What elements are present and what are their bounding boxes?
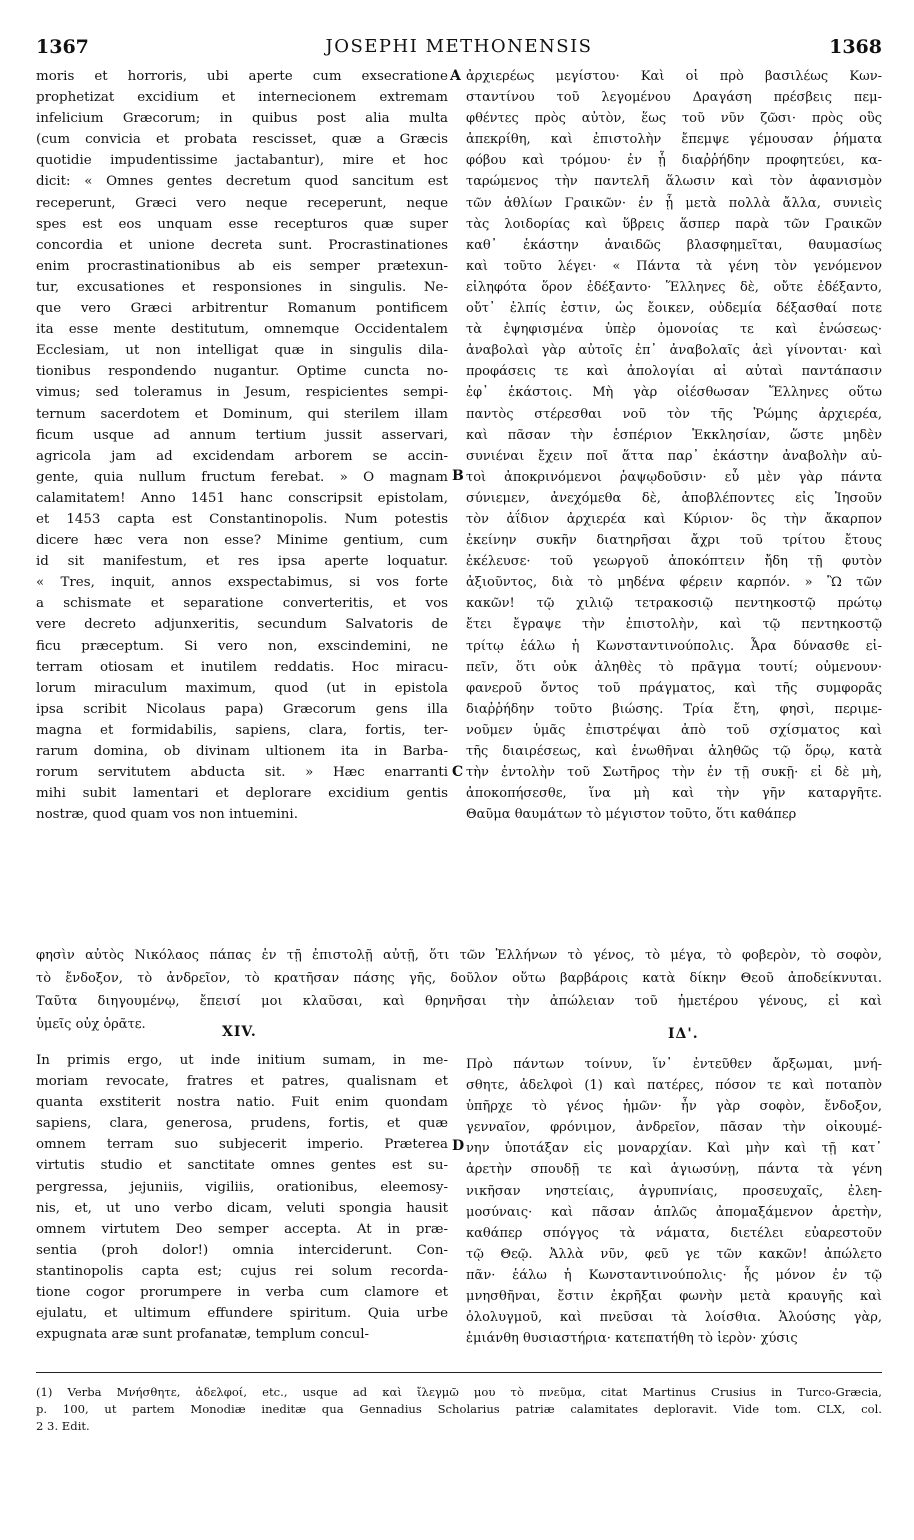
text-line: id sit manifestum, et res ipsa aperte loquatur. [36,554,448,570]
text-line: nis, et, ut uno verbo dicam, veluti spongia hausit [36,1200,448,1216]
text-line: sapiens, clara, generosa, prudens, fortis, et quæ [36,1116,448,1132]
text-line: διαῤῥήδην τοῦτο βιώσης. Τρία ἔτη, φησὶ, περιμε- [466,701,882,717]
text-line: enim procrastinationibus ab eis semper prætexun- [36,258,448,274]
text-line: 2 3. Edit. [36,1419,90,1433]
text-line: ἐκείνην συκῆν διατηρῆσαι ἄχρι τοῦ τρίτου ἔτους [466,533,882,549]
greek-column-top [466,66,882,825]
text-line: moriam revocate, fratres et patres, qualisnam et [36,1074,448,1090]
text-line: concordia et unione decreta sunt. Procrastinationes [36,237,448,253]
text-line: sentia (proh dolor!) omnia interciderunt. Con- [36,1242,448,1258]
text-line: ὑμεῖς οὐχ ὁρᾶτε. [36,1017,146,1032]
text-line: ἀξιοῦντος, διὰ τὸ μηδένα φέρειν καρπόν. » Ὢ τῶν [466,575,882,591]
text-line: rarum domina, ob divinam ultionem ita in Barba- [36,744,448,759]
text-line: calamitatem! Anno 1451 hanc conscripsit epistolam, [36,490,448,506]
text-line: ἀρχιερέως μεγίστου· Καὶ οἱ πρὸ βασιλέως Κων- [466,69,882,84]
text-line: Θαῦμα θαυμάτων τὸ μέγιστον τοῦτο, ὅτι καθάπερ [466,807,797,823]
margin-marker-a: A [450,68,461,84]
text-line: ὀλολυγμοῦ, καὶ πνεῦσαι τὰ λοίσθια. Ἁλούσης γὰρ, [466,1310,882,1326]
text-line: ternum sacerdotem et Dominum, qui sterilem illam [36,406,448,422]
latin-column-bottom [36,1050,448,1345]
text-line: prophetizat excidium et internecionem extremam [36,90,448,106]
page-number-left: 1367 [36,36,89,58]
text-line: παντὸς στέρεσθαι νοῦ τὸν τῆς Ῥώμης ἀρχιερέα, [466,406,882,422]
text-line: quotidie impudentissime jactabantur), mire et hoc [36,153,448,169]
text-line: ἐφ᾽ ἑκάστοις. Μὴ γὰρ οἰέσθωσαν Ἕλληνες οὕτω [466,385,882,401]
text-line: que vero Græci arbitrentur Romanum pontificem [36,301,448,317]
text-line: καὶ πᾶσαν τὴν ἑσπέριον Ἐκκλησίαν, ὥστε μηδὲν [466,427,882,443]
text-line: τρίτῳ ἑάλω ἡ Κωνσταντινούπολις. Ἆρα δύνασθε εἰ- [466,638,882,654]
text-line: ταρώμενος τὴν παντελῆ ἅλωσιν καὶ τὸν ἀφανισμὸν [466,174,882,190]
text-line: ἐκέλευσε· τοῦ γεωργοῦ ἀποκόπτειν ἤδη τῇ φυτὸν [466,554,882,570]
text-line: τὰς λοιδορίας καὶ ὕβρεις ἅσπερ παρὰ τῶν Γραικῶν [466,216,882,232]
text-line: rorum servitutem abducta sit. » Hæc enarranti [36,765,448,781]
text-line: φθέντες πρὸς αὐτὸν, ἕως τοῦ νῦν ζῶσι· πρὸς οὓς [466,111,882,127]
text-line: ita esse mente destitutum, omnemque Occidentalem [36,322,448,338]
section-heading-greek: ΙΔ'. [668,1026,699,1042]
text-line: σύνιεμεν, ἀνεχόμεθα δὲ, ἀποβλέποντες εἰς Ἰησοῦν [466,490,882,506]
text-line: stantinopolis capta est; cujus rei solum recorda- [36,1263,448,1279]
text-line: ἀρετὴν σπουδῇ τε καὶ ἁγιωσύνῃ, πάντα τὰ γένη [466,1162,882,1178]
text-line: gente, quia nullum fructum ferebat. » O magnam [36,469,448,485]
text-line: receperunt, Græci vero neque receperunt, neque [36,195,448,211]
text-line: τῷ Θεῷ. Ἀλλὰ νῦν, φεῦ γε τῶν κακῶν! ἀπώλετο [466,1246,882,1262]
text-line: vere decreto adjunxeritis, secundum Salvatoris de [36,617,448,633]
text-line: τὸ ἔνδοξον, τὸ ἀνδρεῖον, τὸ κρατῆσαν πάσης γῆς, δοῦλον οὕτω βαρβάροις κατὰ δίκην Θεοῦ ἀποδείκνυται. [36,971,882,986]
text-line: ἐμιάνθη θυσιαστήρια· κατεπατήθη τὸ ἱερὸν· χύσις [466,1331,798,1347]
text-line: οὔτ᾽ ἐλπίς ἐστιν, ὡς ἔοικεν, οὐδεμία δέξασθαί ποτε [466,301,882,317]
text-line: Ταῦτα διηγουμένῳ, ἔπεισί μοι κλαῦσαι, καὶ θρηνῆσαι τὴν ἀπώλειαν τοῦ ἡμετέρου γένους, εἰ καὶ [36,994,882,1009]
text-line: expugnata aræ sunt profanatæ, templum concul- [36,1327,370,1343]
running-title: JOSEPHI METHONENSIS [325,36,593,57]
text-line: τὰ ἐψηφισμένα ὑπὲρ ὁμονοίας τε καὶ ἑνώσεως· [466,322,882,338]
text-line: τῆς διαιρέσεως, καὶ ἑνωθῆναι ἀληθῶς τῷ ὅρῳ, κατὰ [466,744,882,759]
text-line: νικῆσαν νηστείαις, ἀγρυπνίαις, προσευχαῖς, ἐλεη- [466,1183,882,1199]
footnote-rule [36,1372,882,1373]
text-line: πᾶν· ἑάλω ἡ Κωνσταντινούπολις· ἧς μόνον ἐν τῷ [466,1267,882,1283]
text-line: nostræ, quod quam vos non intuemini. [36,807,298,823]
text-line: pergressa, jejuniis, vigiliis, orationibus, eleemosy- [36,1179,448,1195]
text-line: μνησθῆναι, ἔστιν ἐκρῆξαι φωνὴν μετὰ κραυγῆς καὶ [466,1289,882,1305]
text-line: tionibus respondendo nugantur. Optime cuncta no- [36,364,448,380]
text-line: magna et formidabilis, sapiens, clara, fortis, ter- [36,722,448,738]
text-line: spes est eos unquam esse recepturos quæ super [36,216,448,232]
text-line: ficum usque ad annum tertium jussit asservari, [36,427,448,443]
text-line: a schismate et separatione converteritis, et vos [36,596,448,612]
text-line: νοῦμεν ὑμᾶς ἐπιστρέψαι ἀπὸ τοῦ σχίσματος καὶ [466,722,882,738]
text-line: κακῶν! τῷ χιλιῷ τετρακοσιῷ πεντηκοστῷ πρώτῳ [466,596,882,612]
text-line: καὶ τοῦτο λέγει· « Πάντα τὰ γένη τὸν γενόμενον [466,258,882,274]
text-line: et 1453 capta est Constantinopolis. Num potestis [36,511,448,527]
text-line: ἀπεκρίθη, καὶ ἐπιστολὴν ἔπεμψε γέμουσαν ῥήματα [466,132,882,148]
text-line: ἀναβολαὶ γὰρ αὐτοῖς ἐπ᾽ ἀναβολαῖς ἀεὶ γίνονται· καὶ [466,343,882,359]
greek-column-bottom [466,1054,882,1349]
text-line: μοσύναις· καὶ πᾶσαν ἁπλῶς ἀπομαξάμενον ἀρετὴν, [466,1204,882,1220]
text-line: ejulatu, et ultimum effundere spiritum. Quia urbe [36,1306,448,1322]
text-line: tur, excusationes et responsiones in singulis. Ne- [36,279,448,295]
text-line: τὴν ἐντολὴν τοῦ Σωτῆρος τὴν ἐν τῇ συκῇ· εἰ δὲ μὴ, [466,765,882,781]
text-line: γενναῖον, φρόνιμον, ἀνδρεῖον, πᾶσαν τὴν οἰκουμέ- [466,1120,882,1136]
text-line: agricola jam ad excidendam arborem se accin- [36,448,448,464]
text-line: φησὶν αὐτὸς Νικόλαος πάπας ἐν τῇ ἐπιστολῇ αὐτῇ, ὅτι τῶν Ἑλλήνων τὸ γένος, τὸ μέγα, τὸ φοβερὸν, τὸ σοφὸν, [36,948,882,963]
page-header [36,36,882,60]
full-width-passage [36,944,882,1036]
text-line: προφάσεις τε καὶ ἀπολογίαι αἱ αὐταὶ παντάπασιν [466,364,882,380]
text-line: omnem virtutem Deo semper accepta. At in præ- [36,1221,448,1237]
text-line: ὑπῆρχε τὸ γένος ἡμῶν· ἦν γὰρ σοφὸν, ἔνδοξον, [466,1099,882,1115]
text-line: φόβου καὶ τρόμου· ἐν ᾗ διαῤῥήδην προφητεύει, κα- [466,153,882,169]
text-line: τῶν ἀθλίων Γραικῶν· ἐν ᾗ μετὰ πολλὰ ἄλλα, συνιεὶς [466,195,882,211]
text-line: καθάπερ σπόγγος τὰ νάματα, διετέλει εὐαρεστοῦν [466,1225,882,1241]
text-line: σθητε, ἀδελφοὶ (1) καὶ πατέρες, πόσον τε καὶ ποταπὸν [466,1078,882,1094]
text-line: ἔτει ἔγραψε τὴν ἐπιστολὴν, καὶ τῷ πεντηκοστῷ [466,617,882,633]
text-line: πεῖν, ὅτι οὐκ ἀληθὲς τὸ πρᾶγμα τουτί; οὐμενουν· [466,659,882,675]
text-line: ipsa scribit Nicolaus papa) Græcorum gens illa [36,701,448,717]
text-line: καθ᾽ ἑκάστην ἀναιδῶς βλασφημεῖται, θαυμασίως [466,237,882,253]
text-line: ἀποκοπήσεσθε, ἵνα μὴ καὶ τὴν γῆν καταργῆτε. [466,786,882,802]
text-line: p. 100, ut partem Monodiæ ineditæ qua Gennadius Scholarius patriæ calamitates deploravit. Vide tom. CLX, col. [36,1402,882,1416]
text-line: mihi subit lamentari et deplorare excidium gentis [36,786,448,802]
margin-marker-d: D [452,1138,465,1154]
page-number-right: 1368 [829,36,882,58]
text-line: τοὶ ἀποκρινόμενοι ῥαψῳδοῦσιν· εὖ μὲν γὰρ πάντα [466,469,882,485]
text-line: dicere hæc vera non esse? Minime gentium, cum [36,533,448,549]
text-line: In primis ergo, ut inde initium sumam, in me- [36,1053,448,1068]
text-line: lorum miraculum maximum, quod (ut in epistola [36,680,448,696]
text-line: « Tres, inquit, annos exspectabimus, si vos forte [36,575,448,591]
text-line: moris et horroris, ubi aperte cum exsecratione [36,69,448,84]
latin-column-top [36,66,448,825]
text-line: infelicium Græcorum; in quibus post alia multa [36,111,448,127]
section-heading-latin: XIV. [222,1024,257,1040]
text-line: quanta exstiterit nostra natio. Fuit enim quondam [36,1095,448,1111]
text-line: Ecclesiam, ut non intelligat quæ in singulis dila- [36,343,448,359]
margin-marker-c: C [452,764,464,780]
text-line: εἰληφότα ὅρον ἐδέξαντο· Ἕλληνες δὲ, οὔτε ἐδέξαντο, [466,279,882,295]
text-line: dicit: « Omnes gentes decretum quod sancitum est [36,174,448,190]
text-line: ficu præceptum. Si vero non, exscindemini, ne [36,638,448,654]
text-line: νην ὑποτάξαν εἰς μοναρχίαν. Καὶ μὴν καὶ τῇ κατ᾽ [466,1141,882,1157]
text-line: Πρὸ πάντων τοίνυν, ἵν᾽ ἐντεῦθεν ἄρξωμαι, μνή- [466,1057,882,1072]
text-line: φανεροῦ ὄντος τοῦ πράγματος, καὶ τῆς συμφορᾶς [466,680,882,696]
text-line: τὸν ἀΐδιον ἀρχιερέα καὶ Κύριον· ὃς τὴν ἄκαρπον [466,511,882,527]
margin-marker-b: B [452,468,464,484]
text-line: συνιέναι ἔχειν ποῖ ἅττα παρ᾽ ἑκάστην ἀναβολὴν αὐ- [466,448,882,464]
text-line: (cum convicia et probata rescisset, quæ a Græcis [36,132,448,148]
text-line: vimus; sed toleramus in Jesum, respicientes sempi- [36,385,448,401]
text-line: σταντίνου τοῦ λεγομένου Δραγάση πρέσβεις πεμ- [466,90,882,106]
text-line: omnem terram suo subjecerit imperio. Præterea [36,1137,448,1153]
footnote [36,1384,882,1435]
text-line: terram otiosam et inutilem reddatis. Hoc miracu- [36,659,448,675]
text-line: tione cogor prorumpere in verba cum clamore et [36,1285,448,1301]
text-line: (1) Verba Μνήσθητε, ἀδελφοί, etc., usque ad καὶ ἴλεγμῶ μου τὸ πνεῦμα, citat Martinus Crusius in Turco-Græcia, [36,1385,882,1399]
text-line: virtutis studio et sanctitate omnes gentes est su- [36,1158,448,1174]
